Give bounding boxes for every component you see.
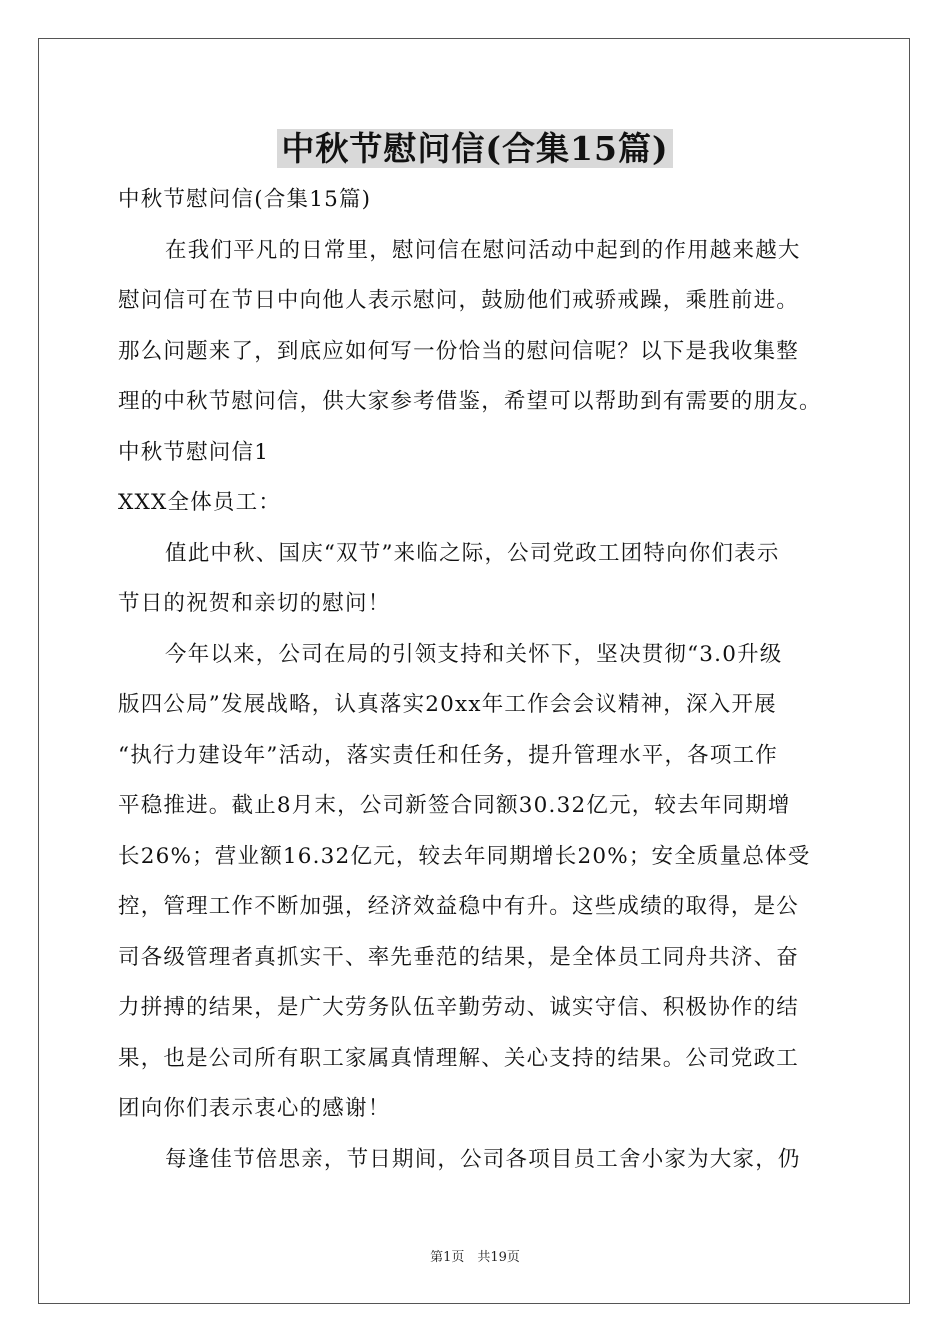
text-line: 版四公局”发展战略，认真落实20xx年工作会会议精神，深入开展	[118, 692, 777, 717]
text-line: 节日的祝贺和亲切的慰问！	[118, 591, 391, 616]
document-body	[118, 175, 838, 1185]
text-line: 平稳推进。截止8月末，公司新签合同额30.32亿元，较去年同期增	[118, 793, 791, 818]
text-line: 力拼搏的结果，是广大劳务队伍辛勤劳动、诚实守信、积极协作的结	[118, 995, 800, 1020]
text-line: 在我们平凡的日常里，慰问信在慰问活动中起到的作用越来越大	[165, 237, 801, 263]
text-line: 值此中秋、国庆“双节”来临之际，公司党政工团特向你们表示	[165, 540, 780, 566]
text-line: 长26%；营业额16.32亿元，较去年同期增长20%；安全质量总体受	[118, 843, 811, 869]
text-line: 团向你们表示衷心的感谢！	[118, 1096, 391, 1121]
text-line: 那么问题来了，到底应如何写一份恰当的慰问信呢？以下是我收集整	[118, 338, 800, 364]
text-line: 司各级管理者真抓实干、率先垂范的结果，是全体员工同舟共济、奋	[118, 944, 800, 970]
document-title-text: 中秋节慰问信(合集15篇)	[277, 129, 672, 168]
text-line: 中秋节慰问信(合集15篇)	[118, 187, 372, 212]
document-title	[0, 122, 950, 176]
text-line: 控，管理工作不断加强，经济效益稳中有升。这些成绩的取得，是公	[118, 894, 800, 919]
text-line: “执行力建设年”活动，落实责任和任务，提升管理水平，各项工作	[118, 742, 778, 768]
text-line: XXX全体员工：	[118, 490, 282, 515]
text-line: 每逢佳节倍思亲，节日期间，公司各项目员工舍小家为大家，仍	[165, 1146, 801, 1172]
text-line: 今年以来，公司在局的引领支持和关怀下，坚决贯彻“3.0升级	[165, 641, 783, 667]
text-line: 果，也是公司所有职工家属真情理解、关心支持的结果。公司党政工	[118, 1045, 800, 1071]
text-line: 理的中秋节慰问信，供大家参考借鉴，希望可以帮助到有需要的朋友。	[118, 389, 822, 414]
page-footer: 第1页 共19页	[430, 1250, 520, 1265]
text-line: 慰问信可在节日中向他人表示慰问，鼓励他们戒骄戒躁，乘胜前进。	[118, 288, 800, 313]
text-line: 中秋节慰问信1	[118, 439, 270, 465]
